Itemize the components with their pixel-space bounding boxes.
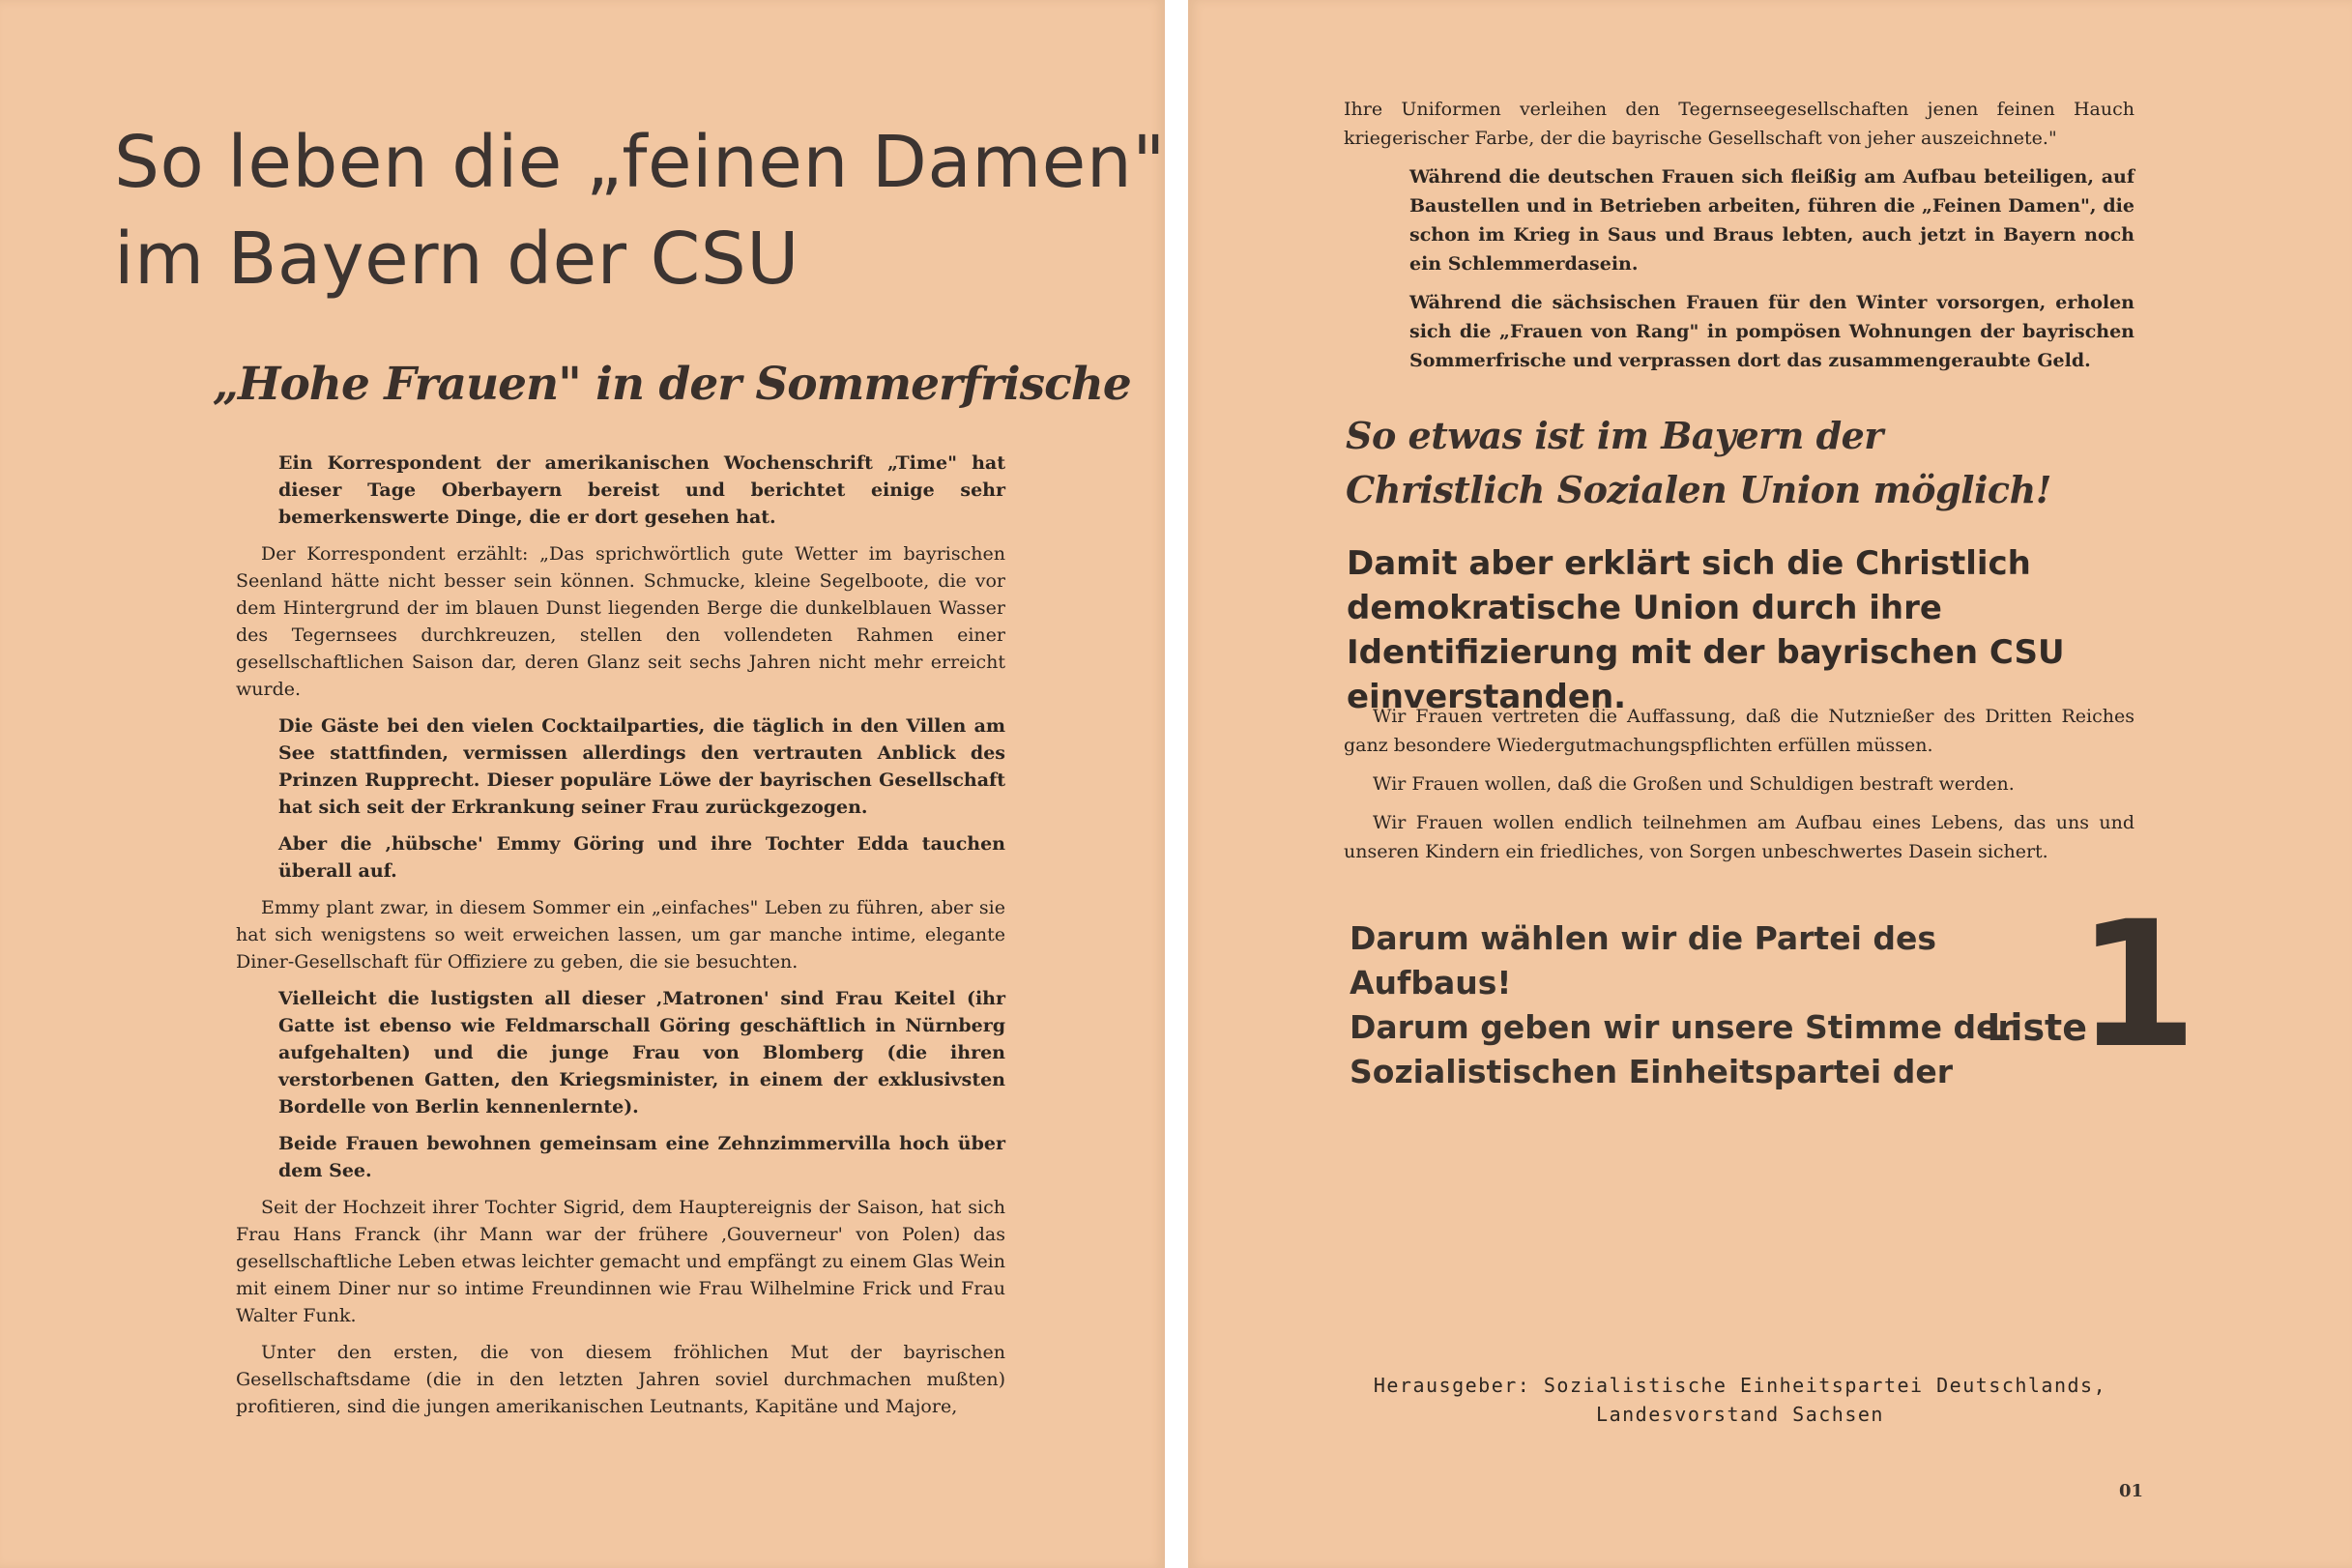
paragraph: Der Korrespondent erzählt: „Das sprichwörtlich gute Wetter im bayrischen Seenland hätte nicht besser sein können. Schmucke, kleine Segelboote, die vor dem Hintergrund der im blauen Dunst liegenden Berge die dunkelblauen Wasser des Tegernsees durchkreuzen, stellen den vollendeten Rahmen einer gesellschaftlichen Saison dar, deren Glanz seit sechs Jahren nicht mehr erreicht wurde. xyxy=(236,543,1005,700)
article-body-left xyxy=(236,450,1005,1430)
paragraph: Unter den ersten, die von diesem fröhlichen Mut der bayrischen Gesellschaftsdame (die in den letzten Jahren soviel durchmachen mußten) profitieren, sind die jungen amerikanischen Leutnants, Kapitäne und Majore, xyxy=(236,1342,1005,1417)
page-number: 01 xyxy=(2119,1481,2144,1501)
demand-paragraph: Wir Frauen wollen endlich teilnehmen am Aufbau eines Lebens, das uns und unseren Kindern ein friedliches, von Sorgen unbeschwertes Dasein sichert. xyxy=(1344,812,2134,862)
paragraph: Aber die ‚hübsche' Emmy Göring und ihre Tochter Edda tauchen überall auf. xyxy=(278,833,1005,882)
headline-line-1: So leben die „feinen Damen" xyxy=(114,121,1166,204)
slogan-line-1: So etwas ist im Bayern der xyxy=(1346,414,1883,457)
imprint-line-1: Herausgeber: Sozialistische Einheitspartei Deutschlands, xyxy=(1373,1374,2107,1397)
article-body-right xyxy=(1344,95,2134,385)
paragraph: Ihre Uniformen verleihen den Tegernseegesellschaften jenen feinen Hauch kriegerischer Farbe, der die bayrische Gesellschaft von jeher auszeichnete." xyxy=(1344,99,2134,149)
paragraph: Seit der Hochzeit ihrer Tochter Sigrid, dem Hauptereignis der Saison, hat sich Frau Hans Franck (ihr Mann war der frühere ‚Gouverneur' von Polen) das gesellschaftliche Leben etwas leichter gemacht und empfängt zu einem Glas Wein mit einem Diner nur so intime Freundinnen wie Frau Wilhelmine Frick und Frau Walter Funk. xyxy=(236,1197,1005,1326)
page-title xyxy=(114,114,1166,307)
liste-label: Liste xyxy=(1987,1006,2087,1049)
paragraph: Vielleicht die lustigsten all dieser ‚Matronen' sind Frau Keitel (ihr Gatte ist ebenso wie Feldmarschall Göring geschäftlich in Nürnberg aufgehalten) und die junge Frau von Blomberg (die ihren verstorbenen Gatten, den Kriegsminister, in einem der exklusivsten Bordelle von Berlin kennenlernte). xyxy=(278,988,1005,1118)
vote-call xyxy=(1350,916,2087,1094)
paragraph: Während die deutschen Frauen sich fleißig am Aufbau beteiligen, auf Baustellen und in Betrieben arbeiten, führen die „Feinen Damen", die schon im Krieg in Saus und Braus lebten, auch jetzt in Bayern noch ein Schlemmerdasein. xyxy=(1409,166,2134,275)
imprint-line-2: Landesvorstand Sachsen xyxy=(1596,1403,1884,1426)
subheading: „Hohe Frauen" in der Sommerfrische xyxy=(213,358,1131,411)
paragraph: Ein Korrespondent der amerikanischen Wochenschrift „Time" hat dieser Tage Oberbayern bereist und berichtet einige sehr bemerkenswerte Dinge, die er dort gesehen hat. xyxy=(278,452,1005,528)
paragraph: Während die sächsischen Frauen für den Winter vorsorgen, erholen sich die „Frauen von Rang" in pompösen Wohnungen der bayrischen Sommerfrische und verprassen dort das zusammengeraubte Geld. xyxy=(1409,292,2134,371)
imprint xyxy=(1344,1371,2136,1429)
vote-line-3: Sozialistischen Einheitspartei der xyxy=(1350,1053,1953,1090)
list-number: 1 xyxy=(2076,885,2198,1087)
demand-paragraph: Wir Frauen vertreten die Auffassung, daß die Nutznießer des Dritten Reiches ganz besondere Wiedergutmachungspflichten erfüllen müssen. xyxy=(1344,706,2134,756)
vote-line-2: Darum geben wir unsere Stimme der xyxy=(1350,1008,2014,1046)
demands-list xyxy=(1344,702,2134,876)
demand-paragraph: Wir Frauen wollen, daß die Großen und Schuldigen bestraft werden. xyxy=(1373,773,2015,795)
declaration: Damit aber erklärt sich die Christlich demokratische Union durch ihre Identifizierung mit der bayrischen CSU einverstanden. xyxy=(1347,544,2065,716)
paragraph: Emmy plant zwar, in diesem Sommer ein „einfaches" Leben zu führen, aber sie hat sich wenigstens so weit erweichen lassen, um gar manche intime, elegante Diner-Gesellschaft für Offiziere zu geben, die sie besuchten. xyxy=(236,897,1005,973)
vote-line-1: Darum wählen wir die Partei des Aufbaus! xyxy=(1350,919,1937,1002)
paragraph: Die Gäste bei den vielen Cocktailparties, die täglich in den Villen am See stattfinden, vermissen allerdings den vertrauten Anblick des Prinzen Rupprecht. Dieser populäre Löwe der bayrischen Gesellschaft hat sich seit der Erkrankung seiner Frau zurückgezogen. xyxy=(278,715,1005,818)
paragraph: Beide Frauen bewohnen gemeinsam eine Zehnzimmervilla hoch über dem See. xyxy=(278,1133,1005,1181)
headline-line-2: im Bayern der CSU xyxy=(114,218,799,301)
left-page xyxy=(0,0,1165,1568)
slogan-line-2: Christlich Sozialen Union möglich! xyxy=(1346,468,2051,511)
